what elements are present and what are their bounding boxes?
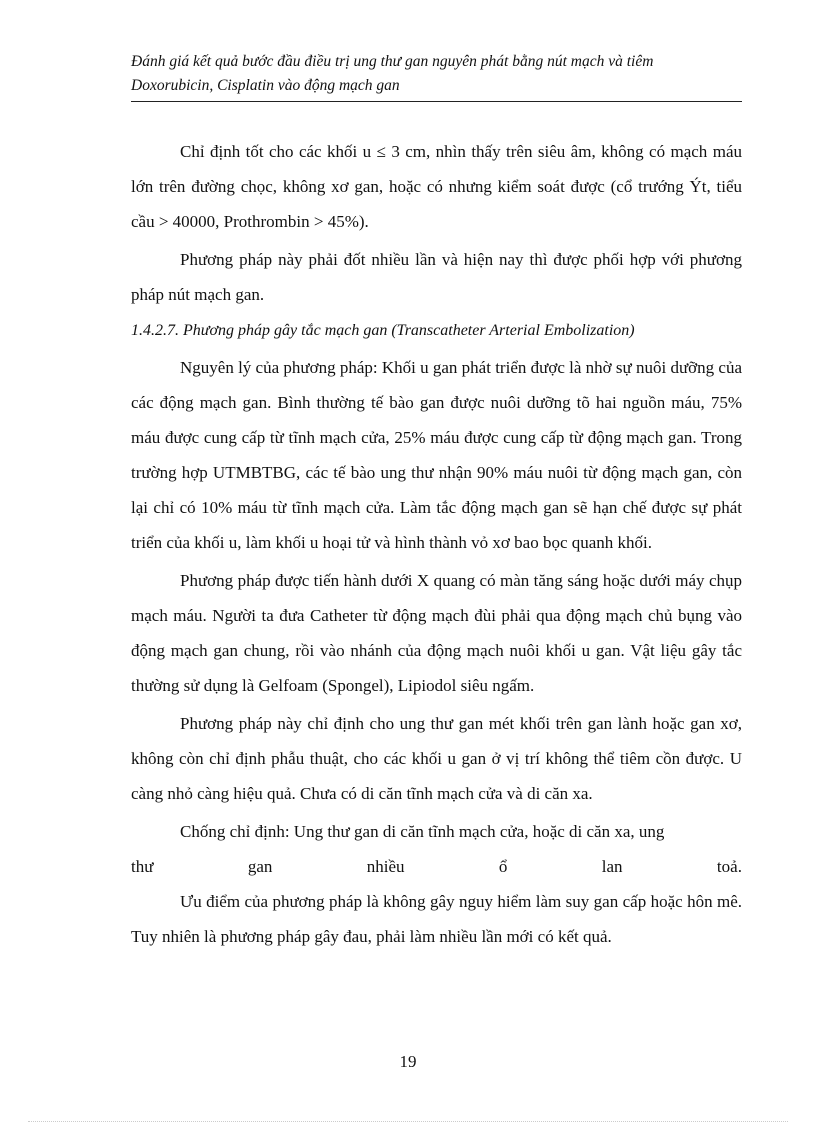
word: nhiều	[366, 857, 405, 876]
header-divider	[131, 101, 742, 102]
contraindication-line-1: Chống chỉ định: Ung thư gan di căn tĩnh mạch cửa, hoặc di căn xa, ung	[180, 822, 665, 841]
paragraph-principle: Nguyên lý của phương pháp: Khối u gan phát triển được là nhờ sự nuôi dưỡng của các động mạch gan. Bình thường tế bào gan được nuôi dưỡng tõ hai nguồn máu, 75% máu được cung cấp từ tĩnh mạch cửa, 25% máu được cung cấp từ động mạch gan. Trong trường hợp UTMBTBG, các tế bào ung thư nhận 90% máu nuôi từ động mạch gan, còn lại chỉ có 10% máu từ tĩnh mạch cửa. Làm tắc động mạch gan sẽ hạn chế được sự phát triển của khối u, làm khối u hoại tử và hình thành vỏ xơ bao bọc quanh khối.	[131, 358, 742, 552]
paragraph-procedure: Phương pháp được tiến hành dưới X quang có màn tăng sáng hoặc dưới máy chụp mạch máu. Người ta đưa Catheter từ động mạch đùi phải qua động mạch chủ bụng vào động mạch gan chung, rồi vào nhánh của động mạch nuôi khối u gan. Vật liệu gây tắc thường sử dụng là Gelfoam (Spongel), Lipiodol siêu ngấm.	[131, 571, 742, 695]
paragraph-advantages: Ưu điểm của phương pháp là không gây nguy hiểm làm suy gan cấp hoặc hôn mê. Tuy nhiên là phương pháp gây đau, phải làm nhiều lần mới có kết quả.	[131, 892, 742, 946]
section-heading: 1.4.2.7. Phương pháp gây tắc mạch gan (Transcatheter Arterial Embolization)	[131, 322, 635, 339]
running-header	[131, 50, 741, 98]
word: thư	[131, 857, 154, 876]
word: ổ	[498, 857, 508, 876]
paragraph-indication-tace: Phương pháp này chỉ định cho ung thư gan mét khối trên gan lành hoặc gan xơ, không còn chỉ định phẫu thuật, cho các khối u gan ở vị trí không thể tiêm cồn được. U càng nhỏ càng hiệu quả. Chưa có di căn tĩnh mạch cửa và di căn xa.	[131, 714, 742, 803]
page-bottom-border	[28, 1121, 788, 1122]
word: toả.	[716, 857, 742, 876]
word: gan	[247, 857, 273, 876]
document-body	[131, 134, 742, 954]
header-title-line-2: Doxorubicin, Cisplatin vào động mạch gan	[131, 77, 400, 94]
paragraph-repeat-ablation: Phương pháp này phải đốt nhiều lần và hiện nay thì được phối hợp với phương pháp nút mạch gan.	[131, 250, 742, 304]
page-number: 19	[399, 1052, 417, 1071]
paragraph-indication: Chỉ định tốt cho các khối u ≤ 3 cm, nhìn thấy trên siêu âm, không có mạch máu lớn trên đường chọc, không xơ gan, hoặc có nhưng kiểm soát được (cổ trướng Ýt, tiểu cầu > 40000, Prothrombin > 45%).	[131, 142, 742, 231]
paragraph-contraindication	[131, 814, 742, 884]
contraindication-line-2	[131, 849, 742, 884]
word: lan	[601, 857, 623, 876]
header-title-line-1: Đánh giá kết quả bước đầu điều trị ung thư gan nguyên phát bằng nút mạch và tiêm	[131, 53, 654, 70]
